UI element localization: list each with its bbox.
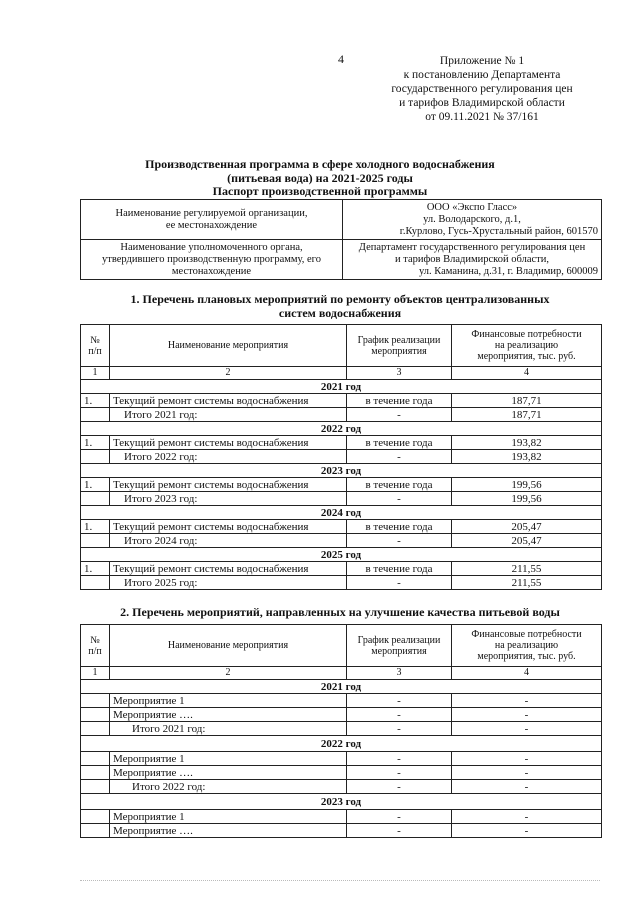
schedule-cell: - xyxy=(347,780,452,794)
finance-cell: - xyxy=(452,708,602,722)
item-name: Мероприятие 1 xyxy=(110,810,347,824)
passport-org-value: ООО «Экспо Гласс» ул. Володарского, д.1, г.Курлово, Гусь-Хрустальный район, 601570 xyxy=(343,200,602,240)
year-row: 2024 год xyxy=(81,506,602,520)
finance-cell: 205,47 xyxy=(452,534,602,548)
col-index: 2 xyxy=(110,367,347,380)
col-schedule-header: График реализации мероприятия xyxy=(347,625,452,667)
col-index: 3 xyxy=(347,667,452,680)
finance-cell: - xyxy=(452,824,602,838)
finance-cell: 187,71 xyxy=(452,394,602,408)
total-label: Итого 2022 год: xyxy=(110,450,347,464)
section2-heading: 2. Перечень мероприятий, направленных на улучшение качества питьевой воды xyxy=(120,605,560,619)
finance-cell: 199,56 xyxy=(452,492,602,506)
appendix-line: к постановлению Департамента xyxy=(403,69,561,81)
document-title xyxy=(100,158,540,199)
schedule-cell: - xyxy=(347,766,452,780)
finance-cell: 205,47 xyxy=(452,520,602,534)
num-cell xyxy=(81,694,110,708)
schedule-cell: - xyxy=(347,492,452,506)
item-name: Текущий ремонт системы водоснабжения xyxy=(110,478,347,492)
col-num-header: № п/п xyxy=(81,325,110,367)
schedule-cell: - xyxy=(347,408,452,422)
col-num-header: № п/п xyxy=(81,625,110,667)
schedule-cell: - xyxy=(347,450,452,464)
year-row: 2025 год xyxy=(81,548,602,562)
num-cell xyxy=(81,534,110,548)
passport-table xyxy=(80,199,602,280)
num-cell xyxy=(81,824,110,838)
page-number: 4 xyxy=(338,52,344,66)
schedule-cell: - xyxy=(347,824,452,838)
passport-authority-label: Наименование уполномоченного органа, утвердившего производственную программу, его местонахождение xyxy=(81,240,343,280)
schedule-cell: в течение года xyxy=(347,478,452,492)
passport-heading: Паспорт производственной программы xyxy=(212,184,428,198)
appendix-header xyxy=(372,54,592,124)
col-name-header: Наименование мероприятия xyxy=(110,325,347,367)
row-number: 1. xyxy=(81,562,110,576)
finance-cell: 193,82 xyxy=(452,450,602,464)
year-row: 2023 год xyxy=(81,464,602,478)
schedule-cell: в течение года xyxy=(347,562,452,576)
finance-cell: 211,55 xyxy=(452,576,602,590)
num-cell xyxy=(81,722,110,736)
col-index: 2 xyxy=(110,667,347,680)
schedule-cell: - xyxy=(347,722,452,736)
section1-heading: 1. Перечень плановых мероприятий по ремонту объектов централизованных систем водоснабжения xyxy=(130,292,550,320)
appendix-line: государственного регулирования цен xyxy=(391,83,573,95)
col-index: 4 xyxy=(452,367,602,380)
schedule-cell: - xyxy=(347,752,452,766)
row-number: 1. xyxy=(81,436,110,450)
title-line: Производственная программа в сфере холодного водоснабжения xyxy=(145,157,495,171)
col-name-header: Наименование мероприятия xyxy=(110,625,347,667)
finance-cell: - xyxy=(452,780,602,794)
finance-cell: 193,82 xyxy=(452,436,602,450)
title-line: (питьевая вода) на 2021-2025 годы xyxy=(227,170,413,185)
item-name: Мероприятие 1 xyxy=(110,694,347,708)
col-index: 4 xyxy=(452,667,602,680)
num-cell xyxy=(81,408,110,422)
row-number: 1. xyxy=(81,394,110,408)
num-cell xyxy=(81,492,110,506)
schedule-cell: - xyxy=(347,534,452,548)
num-cell xyxy=(81,450,110,464)
total-label: Итого 2023 год: xyxy=(110,492,347,506)
num-cell xyxy=(81,810,110,824)
passport-authority-value: Департамент государственного регулирования цен и тарифов Владимирской области, ул. Каманина, д.31, г. Владимир, 600009 xyxy=(343,240,602,280)
year-row: 2021 год xyxy=(81,380,602,394)
col-finance-header: Финансовые потребности на реализацию мероприятия, тыс. руб. xyxy=(452,325,602,367)
year-row: 2022 год xyxy=(81,422,602,436)
appendix-line: и тарифов Владимирской области xyxy=(399,97,565,109)
col-index: 1 xyxy=(81,367,110,380)
appendix-line: от 09.11.2021 № 37/161 xyxy=(425,111,539,123)
year-row: 2023 год xyxy=(81,794,602,810)
year-row: 2022 год xyxy=(81,736,602,752)
schedule-cell: в течение года xyxy=(347,394,452,408)
total-label: Итого 2025 год: xyxy=(110,576,347,590)
item-name: Текущий ремонт системы водоснабжения xyxy=(110,562,347,576)
num-cell xyxy=(81,576,110,590)
total-label: Итого 2022 год: xyxy=(110,780,347,794)
row-number: 1. xyxy=(81,520,110,534)
finance-cell: - xyxy=(452,694,602,708)
finance-cell: - xyxy=(452,810,602,824)
total-label: Итого 2021 год: xyxy=(110,408,347,422)
finance-cell: 199,56 xyxy=(452,478,602,492)
total-label: Итого 2024 год: xyxy=(110,534,347,548)
finance-cell: - xyxy=(452,752,602,766)
schedule-cell: - xyxy=(347,576,452,590)
schedule-cell: в течение года xyxy=(347,436,452,450)
passport-org-label: Наименование регулируемой организации, ее местонахождение xyxy=(81,200,343,240)
col-finance-header: Финансовые потребности на реализацию мероприятия, тыс. руб. xyxy=(452,625,602,667)
item-name: Текущий ремонт системы водоснабжения xyxy=(110,394,347,408)
finance-cell: - xyxy=(452,766,602,780)
item-name: Мероприятие …. xyxy=(110,708,347,722)
num-cell xyxy=(81,780,110,794)
item-name: Мероприятие …. xyxy=(110,766,347,780)
row-number: 1. xyxy=(81,478,110,492)
year-row: 2021 год xyxy=(81,680,602,694)
item-name: Мероприятие …. xyxy=(110,824,347,838)
schedule-cell: в течение года xyxy=(347,520,452,534)
finance-cell: - xyxy=(452,722,602,736)
finance-cell: 211,55 xyxy=(452,562,602,576)
appendix-line: Приложение № 1 xyxy=(439,55,525,67)
col-index: 1 xyxy=(81,667,110,680)
finance-cell: 187,71 xyxy=(452,408,602,422)
num-cell xyxy=(81,752,110,766)
col-schedule-header: График реализации мероприятия xyxy=(347,325,452,367)
repair-table xyxy=(80,324,602,590)
schedule-cell: - xyxy=(347,810,452,824)
schedule-cell: - xyxy=(347,708,452,722)
num-cell xyxy=(81,708,110,722)
item-name: Текущий ремонт системы водоснабжения xyxy=(110,436,347,450)
col-index: 3 xyxy=(347,367,452,380)
item-name: Текущий ремонт системы водоснабжения xyxy=(110,520,347,534)
item-name: Мероприятие 1 xyxy=(110,752,347,766)
total-label: Итого 2021 год: xyxy=(110,722,347,736)
footer-rule xyxy=(80,880,600,881)
quality-table xyxy=(80,624,602,838)
schedule-cell: - xyxy=(347,694,452,708)
num-cell xyxy=(81,766,110,780)
